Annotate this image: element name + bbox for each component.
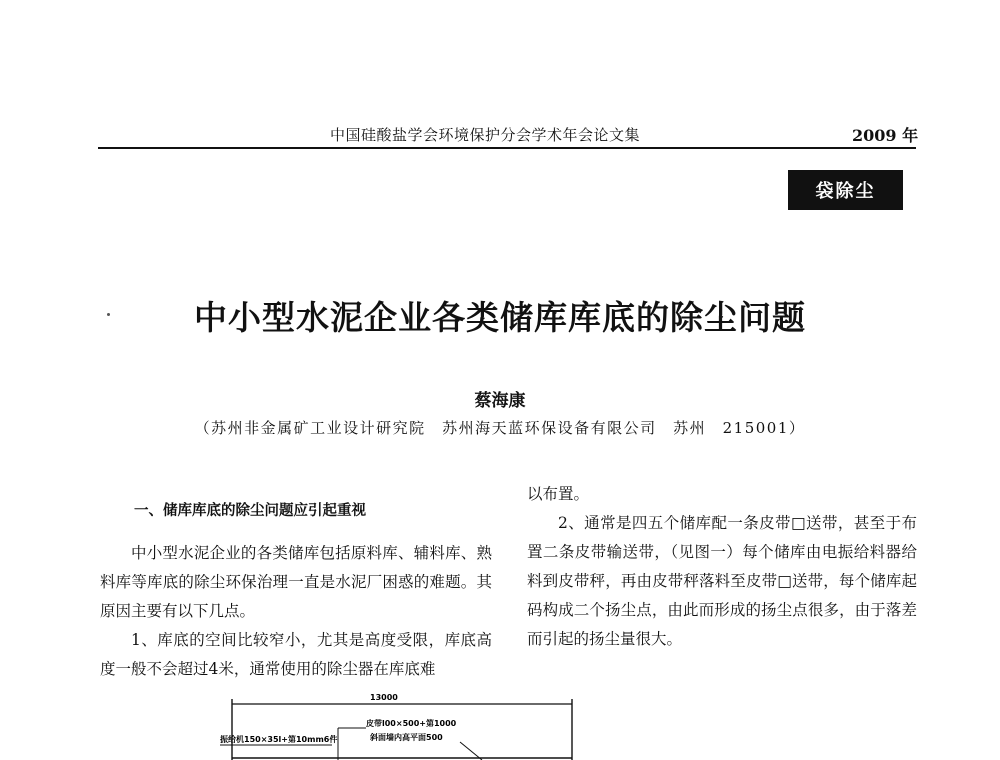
- leader-line: [460, 742, 482, 760]
- running-header-year: 2009 年: [852, 126, 919, 145]
- category-badge: 袋除尘: [788, 170, 903, 210]
- slope-wall-label: 斜面墙内高平面500: [370, 733, 443, 742]
- header-rule: [98, 147, 916, 149]
- dimension-label: 13000: [370, 693, 398, 702]
- figure-1-diagram: [220, 690, 580, 760]
- paper-title: 中小型水泥企业各类储库库底的除尘问题: [194, 298, 806, 337]
- feeder-label: 振给机150×35l+第10mm6件: [220, 735, 338, 744]
- body-column-right: [527, 480, 917, 654]
- belt-label: 皮带l00×500+第1000: [366, 719, 457, 728]
- paragraph: 1、库底的空间比较窄小，尤其是高度受限，库底高度一般不会超过4米，通常使用的除尘器在库底难: [100, 631, 492, 678]
- body-column-left: [100, 497, 492, 684]
- section-heading: 一、储库库底的除尘问题应引起重视: [134, 503, 366, 519]
- paragraph: 2、通常是四五个储库配一条皮带□送带，甚至于布置二条皮带输送带，（见图一）每个储库由电振给料器给料到皮带秤，再由皮带秤落料至皮带□送带，每个储库起码构成二个扬尘点，由此而形成的扬尘点很多，由于落差而引起的扬尘量很大。: [527, 514, 917, 648]
- running-header-journal: 中国硅酸盐学会环境保护分会学术年会论文集: [330, 126, 641, 144]
- paragraph: 中小型水泥企业的各类储库包括原料库、辅料库、熟料库等库底的除尘环保治理一直是水泥厂困惑的难题。其原因主要有以下几点。: [100, 544, 492, 620]
- author-name: 蔡海康: [474, 391, 526, 411]
- author-affiliation: （苏州非金属矿工业设计研究院 苏州海天蓝环保设备有限公司 苏州 215001）: [194, 419, 806, 437]
- paragraph-continuation: 以布置。: [527, 485, 590, 503]
